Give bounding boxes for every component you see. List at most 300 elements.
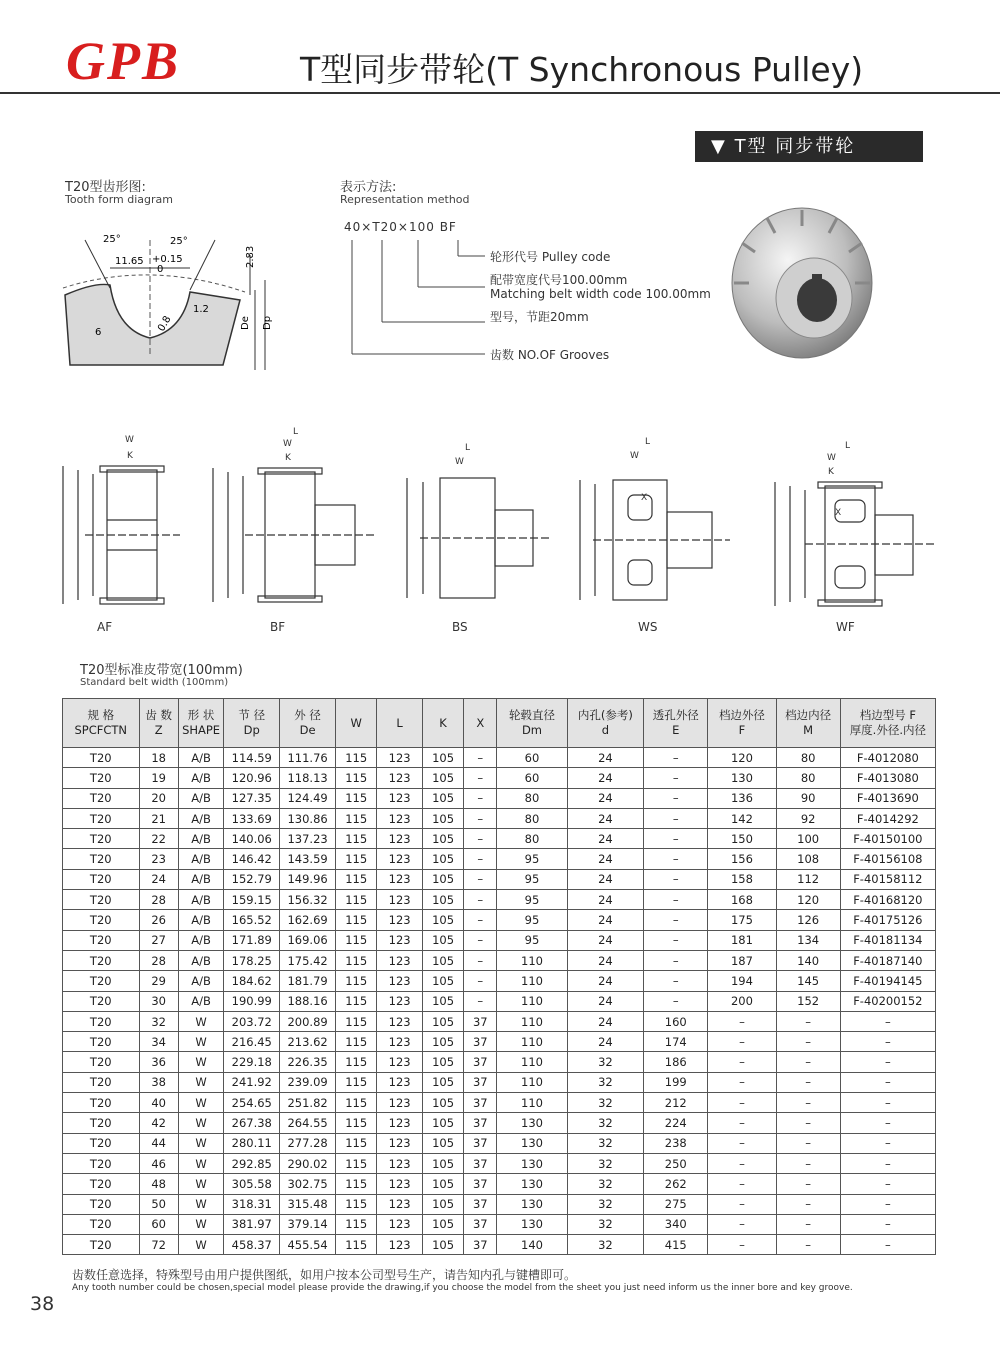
header-line-2: Dm: [521, 723, 543, 737]
table-cell: 146.42: [224, 849, 280, 869]
table-cell: 105: [422, 1194, 463, 1214]
dim-depth: 6: [95, 327, 102, 338]
header-line-1: 档边外径: [718, 708, 765, 722]
table-cell: –: [644, 950, 708, 970]
table-cell: 130: [497, 1133, 567, 1153]
representation-title: 表示方法:: [340, 180, 397, 195]
table-cell: 175.42: [280, 950, 336, 970]
table-cell: –: [644, 910, 708, 930]
table-cell: 110: [497, 1093, 567, 1113]
table-cell: 262: [644, 1174, 708, 1194]
header-line-2: Z: [154, 723, 163, 737]
table-cell: F-40150100: [840, 829, 935, 849]
dim-tol-plus: +0.15: [152, 254, 183, 265]
table-cell: 169.06: [280, 930, 336, 950]
table-cell: 115: [336, 829, 377, 849]
table-cell: F-4013080: [840, 768, 935, 788]
table-cell: 200: [708, 991, 776, 1011]
table-cell: 267.38: [224, 1113, 280, 1133]
shape-label-bs: BS: [452, 620, 468, 634]
table-cell: 115: [336, 768, 377, 788]
table-cell: –: [840, 1235, 935, 1255]
dim-dp: Dp: [262, 315, 273, 330]
table-cell: A/B: [178, 930, 224, 950]
table-cell: 159.15: [224, 890, 280, 910]
table-cell: 48: [139, 1174, 178, 1194]
note-cn: 齿数任意选择，特殊型号由用户提供图纸，如用户按本公司型号生产，请告知内孔与键槽即可。: [72, 1268, 577, 1282]
header-line-2: Dp: [243, 723, 260, 737]
table-cell: F-40158112: [840, 869, 935, 889]
table-cell: –: [708, 1011, 776, 1031]
table-cell: T20: [63, 1113, 140, 1133]
table-cell: 149.96: [280, 869, 336, 889]
table-cell: 24: [567, 910, 644, 930]
table-row: [63, 1214, 936, 1234]
table-header-cell: [464, 699, 497, 748]
svg-text:W: W: [630, 451, 639, 461]
table-row: [63, 1032, 936, 1052]
table-cell: 60: [497, 748, 567, 768]
table-cell: 160: [644, 1011, 708, 1031]
table-cell: –: [840, 1194, 935, 1214]
table-row: [63, 788, 936, 808]
table-cell: 26: [139, 910, 178, 930]
table-cell: 275: [644, 1194, 708, 1214]
table-row: [63, 1011, 936, 1031]
table-cell: 115: [336, 1235, 377, 1255]
table-cell: –: [708, 1032, 776, 1052]
tooth-form-title: T20型齿形图:: [65, 180, 146, 195]
shape-label-ws: WS: [638, 620, 658, 634]
table-cell: A/B: [178, 748, 224, 768]
table-cell: 105: [422, 1052, 463, 1072]
table-cell: 181.79: [280, 971, 336, 991]
svg-text:L: L: [465, 443, 471, 453]
table-cell: 24: [567, 930, 644, 950]
table-cell: 32: [567, 1235, 644, 1255]
table-cell: 145: [776, 971, 840, 991]
table-cell: T20: [63, 1153, 140, 1173]
table-cell: 140.06: [224, 829, 280, 849]
table-cell: 29: [139, 971, 178, 991]
table-header-cell: [644, 699, 708, 748]
rep-type-cn: 型号，节距20mm: [490, 310, 589, 324]
table-cell: 115: [336, 890, 377, 910]
table-row: [63, 1072, 936, 1092]
table-cell: 200.89: [280, 1011, 336, 1031]
table-cell: 34: [139, 1032, 178, 1052]
table-cell: 32: [567, 1113, 644, 1133]
table-cell: T20: [63, 1214, 140, 1234]
table-cell: 130: [497, 1194, 567, 1214]
table-cell: 24: [567, 869, 644, 889]
header-line-2: E: [672, 723, 680, 737]
table-cell: 115: [336, 1153, 377, 1173]
table-cell: T20: [63, 1093, 140, 1113]
table-row: [63, 808, 936, 828]
table-cell: 174: [644, 1032, 708, 1052]
dim-height: 2.83: [245, 245, 256, 268]
brand-logo: GPB: [66, 31, 180, 91]
table-cell: 37: [464, 1093, 497, 1113]
table-cell: 32: [567, 1133, 644, 1153]
header-line-1: X: [476, 715, 485, 730]
table-cell: –: [840, 1011, 935, 1031]
table-cell: 90: [776, 788, 840, 808]
table-cell: 226.35: [280, 1052, 336, 1072]
table-cell: 115: [336, 1072, 377, 1092]
table-cell: W: [178, 1052, 224, 1072]
table-cell: A/B: [178, 829, 224, 849]
spec-table: [62, 698, 936, 1255]
table-cell: –: [776, 1153, 840, 1173]
table-cell: –: [644, 991, 708, 1011]
dim-radius: 1.2: [193, 304, 209, 315]
table-cell: 203.72: [224, 1011, 280, 1031]
table-cell: 134: [776, 930, 840, 950]
table-row: [63, 1133, 936, 1153]
table-cell: 32: [567, 1153, 644, 1173]
table-cell: 152.79: [224, 869, 280, 889]
table-cell: 123: [377, 910, 423, 930]
table-cell: –: [776, 1072, 840, 1092]
table-cell: –: [464, 971, 497, 991]
header-line-1: 节 径: [238, 708, 266, 722]
table-cell: 123: [377, 1194, 423, 1214]
table-cell: 115: [336, 1032, 377, 1052]
table-cell: 110: [497, 1011, 567, 1031]
table-caption-en: Standard belt width (100mm): [80, 677, 229, 688]
table-cell: –: [840, 1153, 935, 1173]
header-line-2: SHAPE: [182, 723, 221, 737]
header-line-1: 透孔外径: [652, 708, 699, 722]
table-cell: 105: [422, 748, 463, 768]
table-cell: 137.23: [280, 829, 336, 849]
dim-angle-right: 25°: [170, 236, 188, 247]
table-cell: 32: [567, 1052, 644, 1072]
table-cell: 123: [377, 1052, 423, 1072]
table-cell: 115: [336, 991, 377, 1011]
table-row: [63, 971, 936, 991]
table-row: [63, 890, 936, 910]
table-cell: –: [708, 1072, 776, 1092]
table-cell: 123: [377, 1133, 423, 1153]
table-cell: 28: [139, 950, 178, 970]
table-cell: 140: [776, 950, 840, 970]
table-cell: –: [644, 849, 708, 869]
page-title: T型同步带轮(T Synchronous Pulley): [300, 50, 864, 89]
table-caption: T20型标准皮带宽(100mm): [80, 663, 243, 678]
table-cell: 105: [422, 1072, 463, 1092]
table-cell: 213.62: [280, 1032, 336, 1052]
table-cell: T20: [63, 1194, 140, 1214]
table-cell: T20: [63, 930, 140, 950]
table-cell: 40: [139, 1093, 178, 1113]
table-cell: 115: [336, 930, 377, 950]
table-cell: 187: [708, 950, 776, 970]
table-cell: 24: [567, 1032, 644, 1052]
table-cell: 379.14: [280, 1214, 336, 1234]
table-cell: 123: [377, 950, 423, 970]
table-cell: 37: [464, 1174, 497, 1194]
table-cell: 24: [567, 768, 644, 788]
table-cell: 110: [497, 1072, 567, 1092]
table-cell: 115: [336, 788, 377, 808]
table-cell: –: [776, 1113, 840, 1133]
table-header-cell: [377, 699, 423, 748]
table-cell: 130: [497, 1214, 567, 1234]
table-cell: 112: [776, 869, 840, 889]
table-cell: 199: [644, 1072, 708, 1092]
table-cell: 123: [377, 1174, 423, 1194]
svg-text:W: W: [125, 435, 134, 445]
table-cell: T20: [63, 788, 140, 808]
header-line-2: F: [738, 723, 746, 737]
table-cell: 24: [567, 829, 644, 849]
table-cell: A/B: [178, 890, 224, 910]
header-line-1: 内孔(参考): [577, 708, 633, 722]
table-cell: A/B: [178, 788, 224, 808]
table-cell: 111.76: [280, 748, 336, 768]
table-cell: A/B: [178, 869, 224, 889]
table-cell: 80: [497, 829, 567, 849]
header-line-1: 外 径: [294, 708, 321, 722]
table-cell: 32: [567, 1174, 644, 1194]
table-cell: 280.11: [224, 1133, 280, 1153]
table-cell: F-40156108: [840, 849, 935, 869]
table-cell: –: [464, 991, 497, 1011]
table-cell: 22: [139, 829, 178, 849]
table-cell: 123: [377, 829, 423, 849]
table-header-cell: [63, 699, 140, 748]
table-row: [63, 930, 936, 950]
table-cell: 23: [139, 849, 178, 869]
table-cell: T20: [63, 890, 140, 910]
svg-text:K: K: [127, 451, 133, 461]
header-line-1: 轮毂直径: [508, 708, 555, 722]
table-cell: –: [776, 1194, 840, 1214]
table-cell: 24: [567, 971, 644, 991]
table-cell: –: [708, 1093, 776, 1113]
table-cell: 123: [377, 748, 423, 768]
table-cell: T20: [63, 808, 140, 828]
table-cell: F-4012080: [840, 748, 935, 768]
table-cell: 92: [776, 808, 840, 828]
table-cell: 264.55: [280, 1113, 336, 1133]
table-header-cell: [178, 699, 224, 748]
table-cell: 136: [708, 788, 776, 808]
table-cell: 123: [377, 1072, 423, 1092]
table-cell: F-4013690: [840, 788, 935, 808]
table-cell: 156: [708, 849, 776, 869]
table-cell: 24: [567, 991, 644, 1011]
table-cell: –: [840, 1174, 935, 1194]
table-cell: F-40175126: [840, 910, 935, 930]
table-cell: 142: [708, 808, 776, 828]
rep-pulley-code: 轮形代号 Pulley code: [490, 250, 611, 264]
header-line-1: L: [396, 715, 403, 730]
table-cell: T20: [63, 829, 140, 849]
table-cell: 80: [497, 788, 567, 808]
table-cell: 105: [422, 808, 463, 828]
table-cell: 21: [139, 808, 178, 828]
table-row: [63, 1153, 936, 1173]
table-cell: 115: [336, 748, 377, 768]
table-cell: 105: [422, 971, 463, 991]
table-cell: 123: [377, 1113, 423, 1133]
table-cell: 115: [336, 1113, 377, 1133]
table-cell: 123: [377, 1032, 423, 1052]
table-cell: 181: [708, 930, 776, 950]
table-cell: 123: [377, 890, 423, 910]
table-cell: 105: [422, 1113, 463, 1133]
table-cell: –: [776, 1235, 840, 1255]
table-cell: –: [464, 950, 497, 970]
table-cell: 455.54: [280, 1235, 336, 1255]
table-cell: 123: [377, 869, 423, 889]
table-cell: 120: [708, 748, 776, 768]
table-cell: 150: [708, 829, 776, 849]
table-cell: F-40194145: [840, 971, 935, 991]
table-row: [63, 910, 936, 930]
table-cell: 123: [377, 849, 423, 869]
table-cell: 127.35: [224, 788, 280, 808]
table-cell: –: [464, 890, 497, 910]
table-cell: –: [464, 808, 497, 828]
table-cell: 224: [644, 1113, 708, 1133]
dim-width: 11.65: [115, 256, 144, 267]
table-row: [63, 829, 936, 849]
shape-label-bf: BF: [270, 620, 286, 634]
table-cell: 115: [336, 1133, 377, 1153]
table-cell: 105: [422, 1011, 463, 1031]
tooth-form-subtitle: Tooth form diagram: [65, 193, 173, 206]
table-cell: 42: [139, 1113, 178, 1133]
table-header-cell: [567, 699, 644, 748]
table-cell: 105: [422, 890, 463, 910]
svg-text:K: K: [285, 453, 291, 463]
table-cell: 105: [422, 1133, 463, 1153]
table-cell: –: [708, 1235, 776, 1255]
table-cell: 110: [497, 971, 567, 991]
table-cell: 318.31: [224, 1194, 280, 1214]
table-cell: 130: [497, 1153, 567, 1173]
table-cell: T20: [63, 1011, 140, 1031]
table-cell: –: [776, 1052, 840, 1072]
table-cell: 105: [422, 869, 463, 889]
rep-width-cn: 配带宽度代号100.00mm: [490, 273, 628, 287]
table-cell: 105: [422, 1032, 463, 1052]
table-header-cell: [139, 699, 178, 748]
table-cell: 115: [336, 1174, 377, 1194]
table-cell: 108: [776, 849, 840, 869]
table-cell: –: [644, 930, 708, 950]
table-cell: 115: [336, 808, 377, 828]
table-cell: –: [776, 1174, 840, 1194]
table-cell: 37: [464, 1011, 497, 1031]
header-line-2: d: [601, 723, 610, 737]
table-header-cell: [840, 699, 935, 748]
table-cell: 32: [567, 1072, 644, 1092]
table-row: [63, 950, 936, 970]
table-cell: 190.99: [224, 991, 280, 1011]
rep-width-en: Matching belt width code 100.00mm: [490, 287, 711, 301]
table-cell: 80: [497, 808, 567, 828]
table-cell: 115: [336, 971, 377, 991]
table-cell: W: [178, 1133, 224, 1153]
table-cell: 80: [776, 768, 840, 788]
table-cell: 315.48: [280, 1194, 336, 1214]
table-cell: 216.45: [224, 1032, 280, 1052]
table-cell: T20: [63, 991, 140, 1011]
table-cell: 458.37: [224, 1235, 280, 1255]
table-cell: 105: [422, 991, 463, 1011]
table-cell: –: [840, 1032, 935, 1052]
rep-grooves: 齿数 NO.OF Grooves: [490, 348, 610, 362]
table-cell: –: [464, 910, 497, 930]
table-cell: 105: [422, 930, 463, 950]
table-cell: 115: [336, 910, 377, 930]
table-cell: T20: [63, 849, 140, 869]
shape-drawings: [45, 420, 965, 650]
table-cell: F-40181134: [840, 930, 935, 950]
table-cell: 212: [644, 1093, 708, 1113]
table-row: [63, 748, 936, 768]
table-cell: –: [464, 869, 497, 889]
table-cell: –: [644, 829, 708, 849]
table-cell: A/B: [178, 950, 224, 970]
table-cell: 415: [644, 1235, 708, 1255]
table-cell: 115: [336, 950, 377, 970]
table-cell: W: [178, 1113, 224, 1133]
table-cell: 60: [139, 1214, 178, 1234]
table-cell: W: [178, 1032, 224, 1052]
table-cell: 238: [644, 1133, 708, 1153]
table-cell: F-40200152: [840, 991, 935, 1011]
table-cell: 123: [377, 1011, 423, 1031]
table-cell: 28: [139, 890, 178, 910]
table-cell: 133.69: [224, 808, 280, 828]
table-cell: A/B: [178, 768, 224, 788]
table-cell: 50: [139, 1194, 178, 1214]
spec-table-body: [63, 748, 936, 1255]
table-cell: F-40187140: [840, 950, 935, 970]
header-line-1: 档边型号 F: [859, 708, 916, 722]
table-cell: 239.09: [280, 1072, 336, 1092]
table-cell: 184.62: [224, 971, 280, 991]
header-line-2: SPCFCTN: [74, 723, 128, 737]
table-cell: 37: [464, 1153, 497, 1173]
table-cell: 123: [377, 930, 423, 950]
table-row: [63, 1235, 936, 1255]
table-cell: 115: [336, 869, 377, 889]
table-cell: T20: [63, 1133, 140, 1153]
table-header-cell: [422, 699, 463, 748]
table-cell: 123: [377, 1093, 423, 1113]
table-cell: 130: [497, 1174, 567, 1194]
table-cell: 105: [422, 1214, 463, 1234]
table-cell: T20: [63, 1174, 140, 1194]
dim-de: De: [240, 316, 251, 330]
table-cell: 32: [139, 1011, 178, 1031]
table-cell: 110: [497, 1032, 567, 1052]
table-cell: 302.75: [280, 1174, 336, 1194]
table-cell: W: [178, 1011, 224, 1031]
table-cell: W: [178, 1153, 224, 1173]
table-cell: 37: [464, 1214, 497, 1234]
table-cell: –: [840, 1072, 935, 1092]
spec-table-head: [63, 699, 936, 748]
